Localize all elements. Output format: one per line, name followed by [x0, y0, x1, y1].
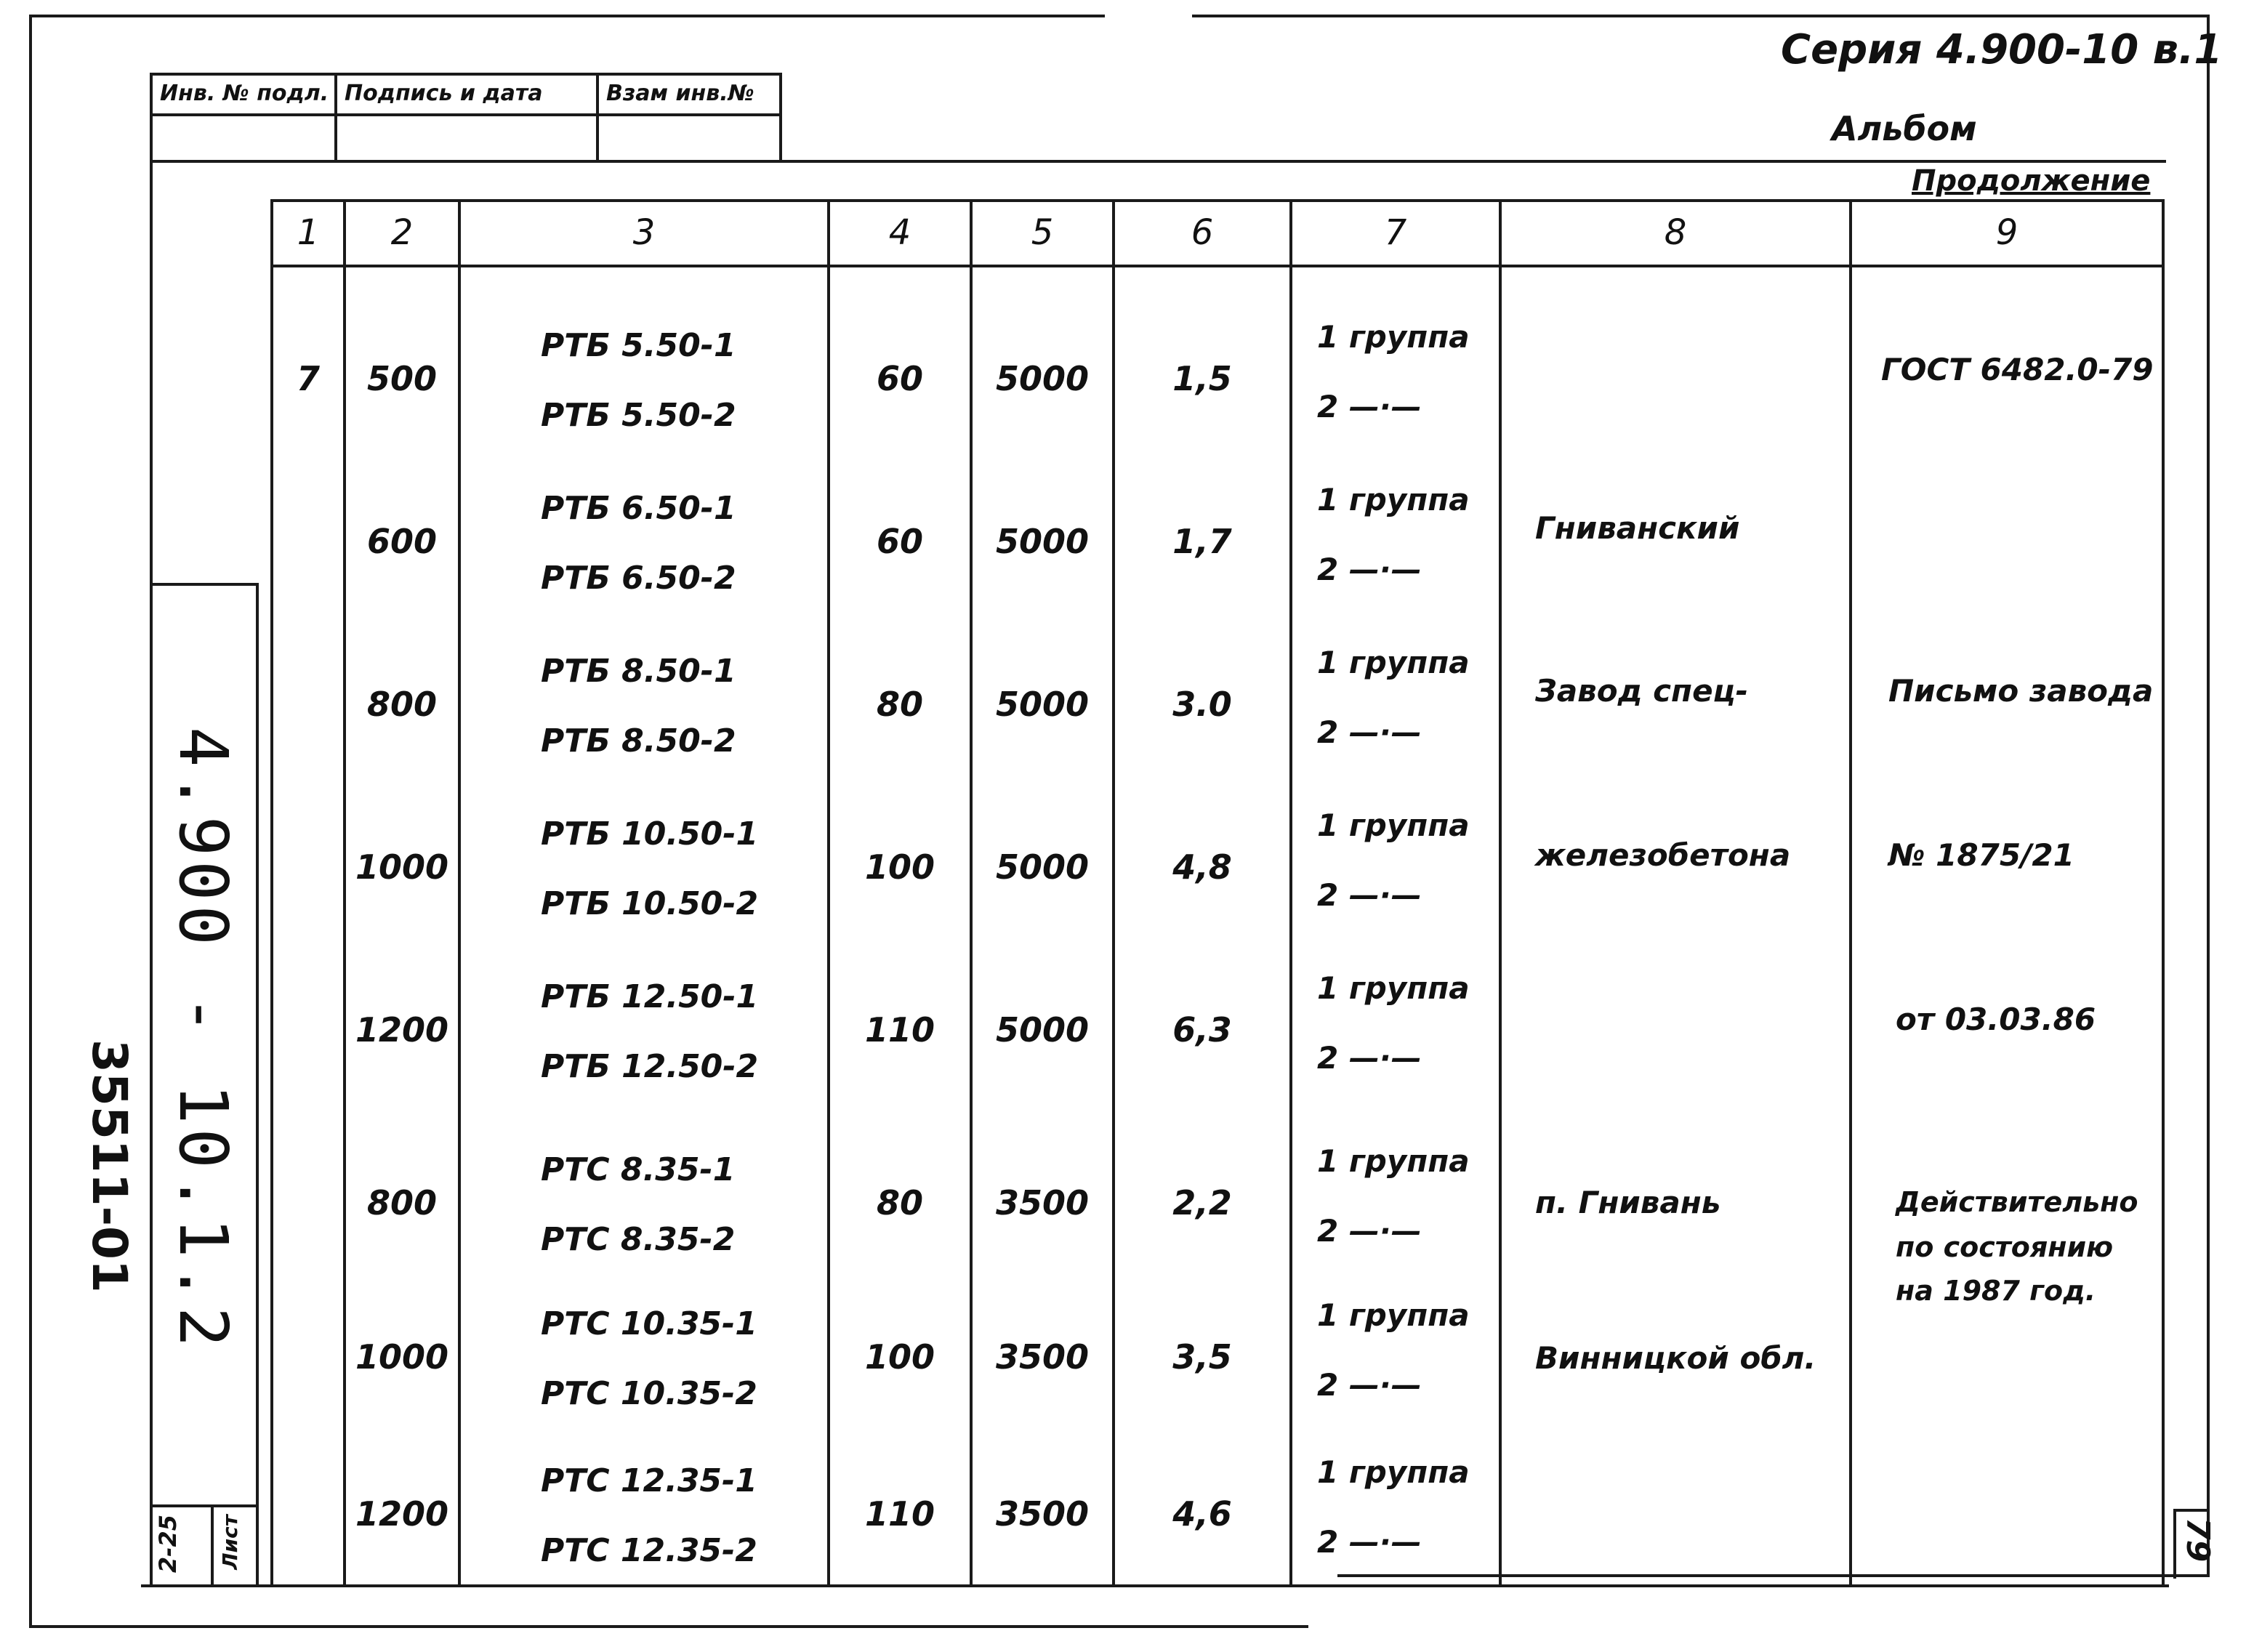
- column-header: 8: [1664, 212, 1687, 253]
- col9-line: ГОСТ 6482.0-79: [1881, 352, 2154, 387]
- cell-c6: 6,3: [1172, 1010, 1232, 1049]
- stamp-divider: [153, 113, 779, 116]
- sign-label: Подпись и дата: [337, 76, 599, 116]
- frame-top-right: [1192, 15, 2210, 17]
- cell-c5: 3500: [995, 1337, 1090, 1377]
- cell-c2: 1200: [355, 1494, 449, 1534]
- cell-c4: 80: [876, 1183, 923, 1222]
- archive-number: 35511-01: [81, 1039, 137, 1293]
- album-label: Альбом: [1832, 109, 1977, 148]
- cell-group: 2 —·—: [1317, 552, 1422, 587]
- cell-designation: РТБ 6.50-1: [541, 490, 736, 527]
- col-sep: [458, 199, 461, 1587]
- document-code: 4.900 - 10.1.2: [164, 727, 242, 1352]
- cell-group: 1 группа: [1317, 807, 1470, 843]
- sidebar-box-top: [150, 583, 259, 586]
- inner-left-line: [150, 160, 153, 1587]
- cell-c5: 5000: [995, 359, 1090, 398]
- stamp-vline: [334, 76, 337, 160]
- inner-top-line: [150, 160, 2166, 163]
- cell-c6: 1,5: [1172, 359, 1232, 398]
- cell-c5: 5000: [995, 847, 1090, 887]
- cell-c2: 800: [366, 685, 438, 724]
- cell-designation: РТБ 5.50-1: [541, 327, 736, 364]
- col-sep: [827, 199, 830, 1587]
- cell-group: 1 группа: [1317, 1454, 1470, 1490]
- column-header: 5: [1031, 212, 1054, 253]
- column-header: 6: [1191, 212, 1214, 253]
- column-header: 3: [632, 212, 656, 253]
- col8-line: п. Гнивань: [1535, 1185, 1721, 1220]
- stamp-vline: [596, 76, 599, 160]
- cell-c5: 3500: [995, 1494, 1090, 1534]
- cell-group: 2 —·—: [1317, 1040, 1422, 1076]
- column-header: 4: [888, 212, 911, 253]
- cell-designation: РТБ 6.50-2: [541, 560, 736, 597]
- frame-bottom: [29, 1625, 1308, 1628]
- table-right: [2162, 199, 2165, 1587]
- column-header: 7: [1384, 212, 1407, 253]
- cell-designation: РТБ 5.50-2: [541, 397, 736, 434]
- cell-designation: РТБ 8.50-1: [541, 653, 736, 690]
- cell-c2: 600: [366, 522, 438, 561]
- cell-c5: 5000: [995, 522, 1090, 561]
- sidebar-sheet-div: [211, 1504, 214, 1586]
- cell-group: 2 —·—: [1317, 389, 1422, 424]
- cell-designation: РТБ 8.50-2: [541, 722, 736, 759]
- sheet-label: Лист: [218, 1515, 242, 1570]
- cell-c5: 3500: [995, 1183, 1090, 1222]
- col-sep: [1499, 199, 1502, 1587]
- cell-c2: 1000: [355, 1337, 449, 1377]
- col-sep: [343, 199, 346, 1587]
- cell-c4: 80: [876, 685, 923, 724]
- replace-label: Взам инв.№: [606, 81, 754, 106]
- page-box-top: [2173, 1509, 2210, 1512]
- cell-c1: 7: [296, 359, 320, 398]
- cell-designation: РТБ 10.50-2: [541, 885, 759, 922]
- col8-line: Винницкой обл.: [1535, 1340, 1816, 1376]
- cell-designation: РТБ 12.50-1: [541, 978, 759, 1015]
- cell-group: 1 группа: [1317, 482, 1470, 517]
- cell-group: 1 группа: [1317, 645, 1470, 680]
- series-title: Серия 4.900-10 в.1: [1781, 26, 2223, 73]
- col-sep: [1112, 199, 1115, 1587]
- col9-line: Письмо завода: [1888, 673, 2154, 709]
- cell-c2: 1200: [355, 1010, 449, 1049]
- col-sep: [1289, 199, 1292, 1587]
- col8-line: железобетона: [1535, 837, 1791, 873]
- cell-group: 1 группа: [1317, 970, 1470, 1006]
- cell-c4: 110: [864, 1494, 935, 1534]
- col9-line: от 03.03.86: [1896, 1002, 2096, 1037]
- continuation-label: Продолжение: [1912, 164, 2151, 198]
- col9-line: № 1875/21: [1888, 837, 2074, 873]
- cell-group: 1 группа: [1317, 1297, 1470, 1333]
- cell-c6: 3.0: [1172, 685, 1232, 724]
- cell-designation: РТС 8.35-1: [541, 1151, 736, 1188]
- cell-group: 2 —·—: [1317, 1213, 1422, 1249]
- cell-group: 2 —·—: [1317, 714, 1422, 750]
- cell-c2: 800: [366, 1183, 438, 1222]
- cell-c2: 500: [366, 359, 438, 398]
- cell-designation: РТС 12.35-2: [541, 1532, 757, 1569]
- inv-label: Инв. № подл.: [153, 76, 337, 116]
- cell-designation: РТС 10.35-2: [541, 1375, 757, 1412]
- cell-c5: 5000: [995, 685, 1090, 724]
- sidebar-box-right: [256, 583, 259, 1586]
- col9-line: на 1987 год.: [1896, 1275, 2096, 1307]
- col8-line: Завод спец-: [1535, 673, 1749, 709]
- sheet-value: 2-25: [154, 1515, 182, 1574]
- col9-line: по состоянию: [1896, 1231, 2114, 1263]
- cell-designation: РТБ 10.50-1: [541, 815, 759, 853]
- cell-c4: 110: [864, 1010, 935, 1049]
- frame-right: [2207, 15, 2210, 1577]
- cell-designation: РТС 12.35-1: [541, 1462, 757, 1499]
- page-box-left: [2173, 1509, 2176, 1579]
- frame-left: [29, 15, 32, 1628]
- cell-c4: 60: [876, 522, 923, 561]
- data-table: [270, 199, 2165, 1587]
- cell-c6: 3,5: [1172, 1337, 1232, 1377]
- sidebar-sheet-top: [150, 1504, 259, 1507]
- cell-c5: 5000: [995, 1010, 1090, 1049]
- col9-line: Действительно: [1896, 1186, 2138, 1218]
- cell-c6: 1,7: [1172, 522, 1232, 561]
- cell-designation: РТС 10.35-1: [541, 1305, 757, 1342]
- cell-group: 1 группа: [1317, 1143, 1470, 1179]
- cell-c4: 100: [864, 847, 935, 887]
- frame-top-left: [29, 15, 1105, 17]
- cell-designation: РТБ 12.50-2: [541, 1048, 759, 1085]
- col-sep: [1849, 199, 1852, 1587]
- page-number: 79: [2179, 1518, 2216, 1563]
- cell-group: 2 —·—: [1317, 877, 1422, 913]
- col8-line: Гниванский: [1535, 510, 1740, 546]
- cell-c6: 4,8: [1172, 847, 1232, 887]
- cell-group: 2 —·—: [1317, 1524, 1422, 1560]
- table-left: [270, 199, 273, 1587]
- cell-c4: 60: [876, 359, 923, 398]
- column-header: 9: [1995, 212, 2019, 253]
- column-header: 1: [297, 212, 320, 253]
- cell-c4: 100: [864, 1337, 935, 1377]
- cell-group: 1 группа: [1317, 319, 1470, 355]
- cell-c6: 2,2: [1172, 1183, 1232, 1222]
- cell-group: 2 —·—: [1317, 1367, 1422, 1403]
- approval-stamp: [150, 73, 782, 163]
- column-header: 2: [390, 212, 414, 253]
- col-sep: [970, 199, 973, 1587]
- cell-designation: РТС 8.35-2: [541, 1221, 736, 1258]
- cell-c6: 4,6: [1172, 1494, 1232, 1534]
- cell-c2: 1000: [355, 847, 449, 887]
